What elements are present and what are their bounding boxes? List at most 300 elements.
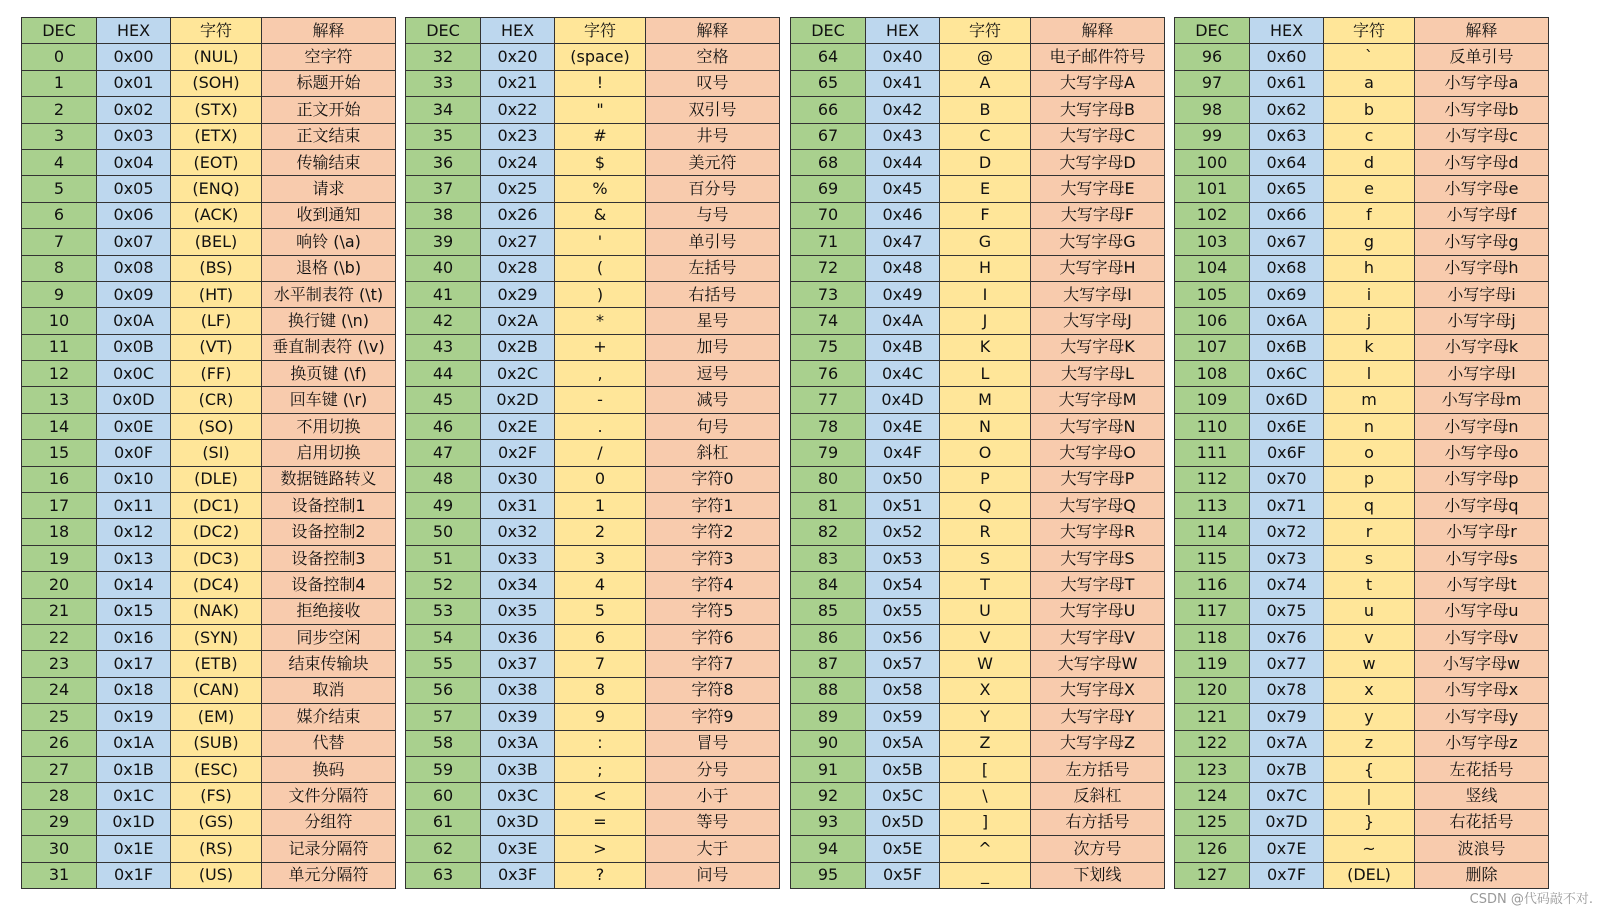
cell-dec: 50 <box>406 519 481 545</box>
cell-hex: 0x17 <box>97 651 171 677</box>
cell-char: (US) <box>171 862 262 888</box>
cell-dec: 49 <box>406 493 481 519</box>
cell-dec: 88 <box>791 677 866 703</box>
table-row <box>22 97 396 123</box>
cell-hex: 0x24 <box>481 149 555 175</box>
cell-desc: 小写字母z <box>1415 730 1549 756</box>
table-row <box>1175 44 1549 70</box>
cell-dec: 38 <box>406 202 481 228</box>
cell-char: F <box>940 202 1031 228</box>
cell-desc: 字符7 <box>646 651 780 677</box>
cell-desc: 小写字母k <box>1415 334 1549 360</box>
cell-desc: 同步空闲 <box>262 624 396 650</box>
cell-char: (ESC) <box>171 756 262 782</box>
table-row <box>791 730 1165 756</box>
table-row <box>22 202 396 228</box>
table-row <box>406 624 780 650</box>
cell-dec: 20 <box>22 572 97 598</box>
cell-hex: 0x43 <box>866 123 940 149</box>
table-row <box>406 677 780 703</box>
table-header-row <box>1175 18 1549 44</box>
cell-dec: 14 <box>22 413 97 439</box>
table-row <box>22 413 396 439</box>
cell-hex: 0x75 <box>1250 598 1324 624</box>
cell-desc: 大写字母M <box>1031 387 1165 413</box>
cell-desc: 大写字母C <box>1031 123 1165 149</box>
cell-hex: 0x4A <box>866 308 940 334</box>
cell-char: (NAK) <box>171 598 262 624</box>
table-row <box>791 677 1165 703</box>
table-row <box>406 387 780 413</box>
cell-char: (ACK) <box>171 202 262 228</box>
cell-dec: 125 <box>1175 809 1250 835</box>
cell-desc: 结束传输块 <box>262 651 396 677</box>
cell-dec: 27 <box>22 756 97 782</box>
cell-char: , <box>555 361 646 387</box>
table-row <box>1175 97 1549 123</box>
cell-dec: 19 <box>22 545 97 571</box>
cell-hex: 0x02 <box>97 97 171 123</box>
cell-dec: 114 <box>1175 519 1250 545</box>
cell-dec: 0 <box>22 44 97 70</box>
cell-dec: 36 <box>406 149 481 175</box>
cell-char: | <box>1324 783 1415 809</box>
table-row <box>406 783 780 809</box>
cell-char: 8 <box>555 677 646 703</box>
cell-desc: 小写字母w <box>1415 651 1549 677</box>
cell-char: I <box>940 281 1031 307</box>
cell-hex: 0x14 <box>97 572 171 598</box>
cell-hex: 0x13 <box>97 545 171 571</box>
cell-desc: 小写字母b <box>1415 97 1549 123</box>
cell-dec: 87 <box>791 651 866 677</box>
cell-dec: 79 <box>791 440 866 466</box>
cell-desc: 大于 <box>646 836 780 862</box>
cell-dec: 66 <box>791 97 866 123</box>
table-row <box>406 756 780 782</box>
cell-char: W <box>940 651 1031 677</box>
table-row <box>791 651 1165 677</box>
cell-hex: 0x5E <box>866 836 940 862</box>
table-row <box>22 387 396 413</box>
cell-dec: 111 <box>1175 440 1250 466</box>
ascii-table-2 <box>405 17 780 889</box>
cell-desc: 大写字母Z <box>1031 730 1165 756</box>
cell-hex: 0x2C <box>481 361 555 387</box>
cell-hex: 0x2B <box>481 334 555 360</box>
cell-char: @ <box>940 44 1031 70</box>
ascii-table-4 <box>1174 17 1549 889</box>
cell-desc: 美元符 <box>646 149 780 175</box>
cell-char: j <box>1324 308 1415 334</box>
cell-dec: 34 <box>406 97 481 123</box>
cell-desc: 大写字母W <box>1031 651 1165 677</box>
table-row <box>406 651 780 677</box>
table-row <box>1175 836 1549 862</box>
cell-dec: 91 <box>791 756 866 782</box>
cell-hex: 0x44 <box>866 149 940 175</box>
header-hex: HEX <box>481 18 555 44</box>
cell-char: G <box>940 229 1031 255</box>
cell-desc: 水平制表符 (\t) <box>262 281 396 307</box>
cell-char: (DEL) <box>1324 862 1415 888</box>
cell-hex: 0x08 <box>97 255 171 281</box>
cell-desc: 大写字母H <box>1031 255 1165 281</box>
cell-desc: 标题开始 <box>262 70 396 96</box>
table-row <box>406 572 780 598</box>
cell-dec: 70 <box>791 202 866 228</box>
header-char: 字符 <box>1324 18 1415 44</box>
cell-dec: 7 <box>22 229 97 255</box>
cell-desc: 小写字母e <box>1415 176 1549 202</box>
header-desc: 解释 <box>646 18 780 44</box>
cell-char: M <box>940 387 1031 413</box>
cell-hex: 0x47 <box>866 229 940 255</box>
cell-char: (EOT) <box>171 149 262 175</box>
header-desc: 解释 <box>1031 18 1165 44</box>
cell-char: ; <box>555 756 646 782</box>
cell-desc: 小写字母j <box>1415 308 1549 334</box>
cell-char: L <box>940 361 1031 387</box>
cell-dec: 32 <box>406 44 481 70</box>
cell-hex: 0x28 <box>481 255 555 281</box>
table-row <box>1175 176 1549 202</box>
cell-dec: 58 <box>406 730 481 756</box>
cell-desc: 反单引号 <box>1415 44 1549 70</box>
table-row <box>1175 149 1549 175</box>
cell-desc: 小写字母q <box>1415 493 1549 519</box>
cell-char: r <box>1324 519 1415 545</box>
cell-dec: 3 <box>22 123 97 149</box>
table-row <box>406 493 780 519</box>
cell-desc: 大写字母Y <box>1031 704 1165 730</box>
cell-desc: 与号 <box>646 202 780 228</box>
cell-hex: 0x11 <box>97 493 171 519</box>
cell-hex: 0x2F <box>481 440 555 466</box>
cell-char: 3 <box>555 545 646 571</box>
cell-desc: 小写字母o <box>1415 440 1549 466</box>
cell-hex: 0x62 <box>1250 97 1324 123</box>
cell-char: $ <box>555 149 646 175</box>
cell-dec: 102 <box>1175 202 1250 228</box>
cell-hex: 0x0C <box>97 361 171 387</box>
cell-char: O <box>940 440 1031 466</box>
cell-desc: 小写字母t <box>1415 572 1549 598</box>
cell-hex: 0x20 <box>481 44 555 70</box>
header-hex: HEX <box>1250 18 1324 44</box>
cell-desc: 取消 <box>262 677 396 703</box>
cell-hex: 0x35 <box>481 598 555 624</box>
cell-desc: 下划线 <box>1031 862 1165 888</box>
cell-desc: 星号 <box>646 308 780 334</box>
header-char: 字符 <box>171 18 262 44</box>
cell-char: < <box>555 783 646 809</box>
cell-desc: 大写字母I <box>1031 281 1165 307</box>
table-row <box>406 334 780 360</box>
cell-char: . <box>555 413 646 439</box>
cell-hex: 0x2A <box>481 308 555 334</box>
cell-char: * <box>555 308 646 334</box>
cell-dec: 99 <box>1175 123 1250 149</box>
cell-char: l <box>1324 361 1415 387</box>
cell-dec: 42 <box>406 308 481 334</box>
cell-desc: 冒号 <box>646 730 780 756</box>
cell-hex: 0x21 <box>481 70 555 96</box>
cell-dec: 33 <box>406 70 481 96</box>
cell-char: J <box>940 308 1031 334</box>
cell-desc: 大写字母G <box>1031 229 1165 255</box>
cell-desc: 媒介结束 <box>262 704 396 730</box>
table-row <box>22 624 396 650</box>
cell-char: } <box>1324 809 1415 835</box>
cell-char: (HT) <box>171 281 262 307</box>
header-dec: DEC <box>1175 18 1250 44</box>
table-header-row <box>22 18 396 44</box>
cell-char: w <box>1324 651 1415 677</box>
table-row <box>1175 334 1549 360</box>
cell-desc: 问号 <box>646 862 780 888</box>
cell-desc: 大写字母A <box>1031 70 1165 96</box>
cell-dec: 100 <box>1175 149 1250 175</box>
cell-char: z <box>1324 730 1415 756</box>
table-row <box>1175 493 1549 519</box>
cell-desc: 传输结束 <box>262 149 396 175</box>
cell-char: Y <box>940 704 1031 730</box>
header-dec: DEC <box>791 18 866 44</box>
cell-hex: 0x54 <box>866 572 940 598</box>
table-row <box>406 519 780 545</box>
cell-dec: 113 <box>1175 493 1250 519</box>
cell-dec: 8 <box>22 255 97 281</box>
table-row <box>791 308 1165 334</box>
cell-desc: 大写字母F <box>1031 202 1165 228</box>
cell-hex: 0x58 <box>866 677 940 703</box>
cell-dec: 51 <box>406 545 481 571</box>
table-row <box>22 361 396 387</box>
cell-desc: 次方号 <box>1031 836 1165 862</box>
cell-desc: 拒绝接收 <box>262 598 396 624</box>
cell-dec: 16 <box>22 466 97 492</box>
table-row <box>406 704 780 730</box>
cell-hex: 0x1A <box>97 730 171 756</box>
cell-desc: 左括号 <box>646 255 780 281</box>
cell-dec: 85 <box>791 598 866 624</box>
table-row <box>406 176 780 202</box>
cell-char: # <box>555 123 646 149</box>
table-row <box>22 70 396 96</box>
cell-dec: 98 <box>1175 97 1250 123</box>
cell-hex: 0x07 <box>97 229 171 255</box>
cell-desc: 大写字母O <box>1031 440 1165 466</box>
table-row <box>22 44 396 70</box>
cell-char: 7 <box>555 651 646 677</box>
cell-char: 2 <box>555 519 646 545</box>
cell-hex: 0x5D <box>866 809 940 835</box>
cell-char: q <box>1324 493 1415 519</box>
table-row <box>22 334 396 360</box>
cell-desc: 小写字母g <box>1415 229 1549 255</box>
cell-desc: 文件分隔符 <box>262 783 396 809</box>
cell-dec: 56 <box>406 677 481 703</box>
table-row <box>406 70 780 96</box>
cell-dec: 62 <box>406 836 481 862</box>
table-row <box>406 862 780 888</box>
table-row <box>406 361 780 387</box>
cell-hex: 0x5F <box>866 862 940 888</box>
cell-hex: 0x1F <box>97 862 171 888</box>
cell-hex: 0x64 <box>1250 149 1324 175</box>
table-row <box>406 809 780 835</box>
cell-char: t <box>1324 572 1415 598</box>
ascii-table-1 <box>21 17 396 889</box>
table-row <box>1175 756 1549 782</box>
cell-char: y <box>1324 704 1415 730</box>
cell-desc: 小于 <box>646 783 780 809</box>
table-row <box>406 255 780 281</box>
cell-desc: 回车键 (\r) <box>262 387 396 413</box>
cell-hex: 0x73 <box>1250 545 1324 571</box>
cell-char: m <box>1324 387 1415 413</box>
header-hex: HEX <box>866 18 940 44</box>
cell-char: ) <box>555 281 646 307</box>
cell-char: H <box>940 255 1031 281</box>
cell-desc: 收到通知 <box>262 202 396 228</box>
cell-hex: 0x67 <box>1250 229 1324 255</box>
cell-char: (SYN) <box>171 624 262 650</box>
cell-desc: 设备控制1 <box>262 493 396 519</box>
cell-desc: 小写字母l <box>1415 361 1549 387</box>
cell-desc: 字符5 <box>646 598 780 624</box>
cell-desc: 设备控制3 <box>262 545 396 571</box>
cell-dec: 71 <box>791 229 866 255</box>
cell-hex: 0x71 <box>1250 493 1324 519</box>
cell-hex: 0x2D <box>481 387 555 413</box>
cell-char: : <box>555 730 646 756</box>
table-row <box>22 176 396 202</box>
cell-desc: 双引号 <box>646 97 780 123</box>
cell-char: T <box>940 572 1031 598</box>
cell-char: C <box>940 123 1031 149</box>
cell-dec: 64 <box>791 44 866 70</box>
header-char: 字符 <box>555 18 646 44</box>
cell-dec: 110 <box>1175 413 1250 439</box>
cell-hex: 0x68 <box>1250 255 1324 281</box>
table-row <box>406 281 780 307</box>
table-row <box>1175 440 1549 466</box>
cell-char: f <box>1324 202 1415 228</box>
cell-hex: 0x2E <box>481 413 555 439</box>
cell-desc: 设备控制2 <box>262 519 396 545</box>
table-row <box>22 123 396 149</box>
cell-hex: 0x76 <box>1250 624 1324 650</box>
cell-char: ] <box>940 809 1031 835</box>
cell-dec: 74 <box>791 308 866 334</box>
cell-hex: 0x39 <box>481 704 555 730</box>
cell-dec: 82 <box>791 519 866 545</box>
header-dec: DEC <box>22 18 97 44</box>
cell-dec: 48 <box>406 466 481 492</box>
cell-dec: 73 <box>791 281 866 307</box>
cell-desc: 小写字母h <box>1415 255 1549 281</box>
cell-desc: 分号 <box>646 756 780 782</box>
cell-desc: 右方括号 <box>1031 809 1165 835</box>
cell-hex: 0x3B <box>481 756 555 782</box>
table-row <box>791 466 1165 492</box>
cell-desc: 单引号 <box>646 229 780 255</box>
cell-hex: 0x70 <box>1250 466 1324 492</box>
cell-char: N <box>940 413 1031 439</box>
cell-hex: 0x32 <box>481 519 555 545</box>
table-row <box>22 466 396 492</box>
cell-hex: 0x59 <box>866 704 940 730</box>
cell-desc: 大写字母J <box>1031 308 1165 334</box>
cell-char: (DC2) <box>171 519 262 545</box>
table-row <box>1175 281 1549 307</box>
cell-dec: 96 <box>1175 44 1250 70</box>
table-row <box>1175 545 1549 571</box>
cell-char: (DC1) <box>171 493 262 519</box>
cell-desc: 小写字母m <box>1415 387 1549 413</box>
cell-desc: 响铃 (\a) <box>262 229 396 255</box>
table-row <box>791 202 1165 228</box>
cell-char: (NUL) <box>171 44 262 70</box>
cell-dec: 57 <box>406 704 481 730</box>
cell-hex: 0x16 <box>97 624 171 650</box>
cell-desc: 请求 <box>262 176 396 202</box>
cell-desc: 大写字母B <box>1031 97 1165 123</box>
table-row <box>22 783 396 809</box>
table-row <box>22 149 396 175</box>
cell-dec: 55 <box>406 651 481 677</box>
cell-dec: 31 <box>22 862 97 888</box>
cell-char: (BS) <box>171 255 262 281</box>
cell-desc: 等号 <box>646 809 780 835</box>
table-row <box>1175 862 1549 888</box>
cell-desc: 大写字母U <box>1031 598 1165 624</box>
cell-hex: 0x09 <box>97 281 171 307</box>
cell-hex: 0x6D <box>1250 387 1324 413</box>
table-row <box>791 176 1165 202</box>
table-row <box>22 572 396 598</box>
cell-hex: 0x49 <box>866 281 940 307</box>
cell-char: R <box>940 519 1031 545</box>
cell-char: (DLE) <box>171 466 262 492</box>
table-row <box>22 756 396 782</box>
cell-desc: 小写字母y <box>1415 704 1549 730</box>
cell-char: b <box>1324 97 1415 123</box>
cell-desc: 换行键 (\n) <box>262 308 396 334</box>
cell-dec: 68 <box>791 149 866 175</box>
cell-dec: 78 <box>791 413 866 439</box>
cell-desc: 小写字母u <box>1415 598 1549 624</box>
table-row <box>1175 413 1549 439</box>
cell-desc: 字符8 <box>646 677 780 703</box>
cell-dec: 35 <box>406 123 481 149</box>
cell-hex: 0x53 <box>866 545 940 571</box>
cell-hex: 0x27 <box>481 229 555 255</box>
cell-desc: 波浪号 <box>1415 836 1549 862</box>
table-row <box>406 229 780 255</box>
cell-dec: 9 <box>22 281 97 307</box>
cell-char: (FS) <box>171 783 262 809</box>
cell-char: (GS) <box>171 809 262 835</box>
cell-dec: 69 <box>791 176 866 202</box>
cell-char: g <box>1324 229 1415 255</box>
cell-char: o <box>1324 440 1415 466</box>
cell-hex: 0x66 <box>1250 202 1324 228</box>
cell-dec: 77 <box>791 387 866 413</box>
cell-char: c <box>1324 123 1415 149</box>
